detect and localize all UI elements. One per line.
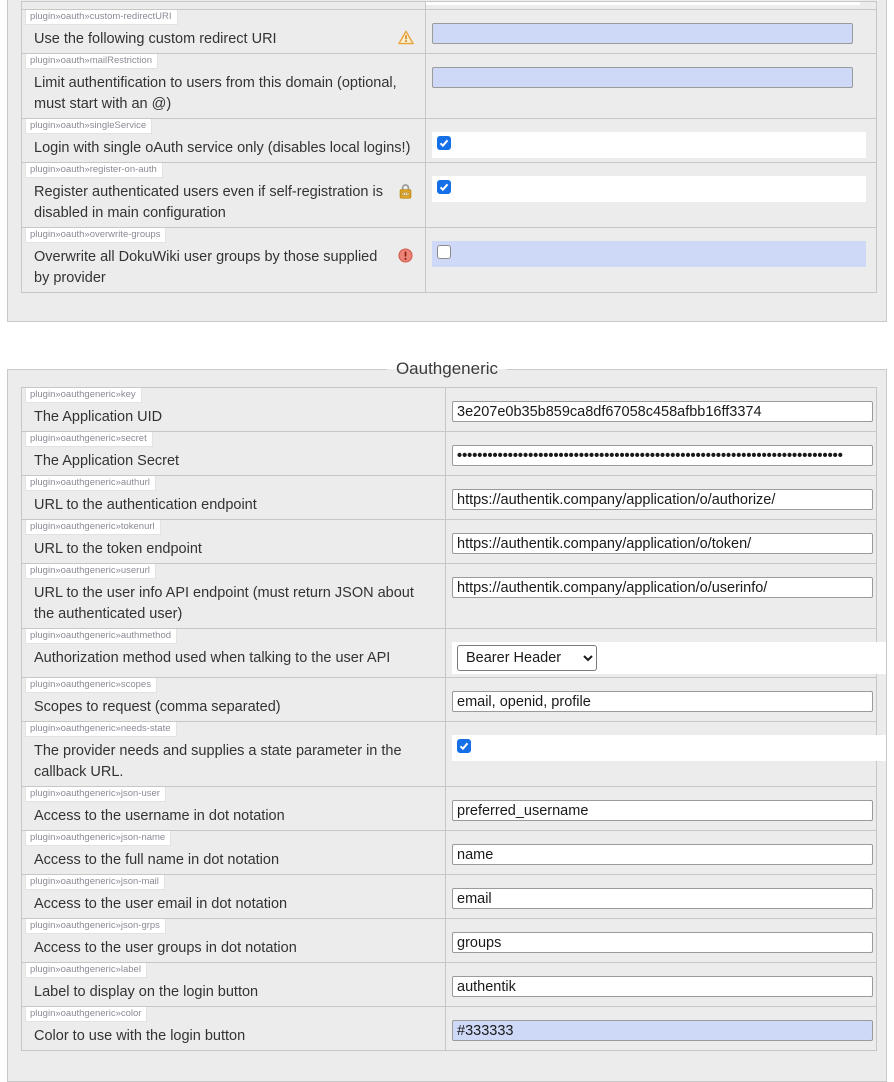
- setting-key-badge: plugin»oauthgeneric»json-mail: [25, 875, 165, 890]
- setting-key-badge: plugin»oauthgeneric»tokenurl: [25, 520, 161, 535]
- setting-key-badge: plugin»oauthgeneric»color: [25, 1007, 147, 1022]
- setting-label: URL to the token endpoint: [34, 541, 202, 557]
- config-row-partial: [22, 2, 877, 10]
- setting-key-badge: plugin»oauthgeneric»label: [25, 963, 147, 978]
- setting-label: Color to use with the login button: [34, 1028, 246, 1044]
- config-row: [22, 722, 877, 787]
- setting-label: Access to the full name in dot notation: [34, 852, 280, 868]
- oauth-settings-section: [7, 0, 887, 322]
- error-icon: [398, 248, 414, 264]
- config-row: [22, 678, 877, 722]
- checkbox-strip: [432, 132, 866, 158]
- setting-key-badge: plugin»oauth»overwrite-groups: [25, 228, 166, 243]
- setting-key-badge: plugin»oauth»register-on-auth: [25, 163, 163, 178]
- checkbox-strip: [452, 735, 886, 761]
- config-row: [22, 432, 877, 476]
- setting-key-badge: plugin»oauth»mailRestriction: [25, 54, 158, 69]
- custom-redirect-uri-input[interactable]: [432, 23, 853, 44]
- setting-label: Login with single oAuth service only (disables local logins!): [34, 140, 411, 156]
- user-url-input[interactable]: [452, 577, 873, 598]
- setting-key-badge: plugin»oauthgeneric»json-user: [25, 787, 166, 802]
- lock-icon: [398, 183, 414, 199]
- setting-label: Access to the username in dot notation: [34, 808, 285, 824]
- scopes-input[interactable]: [452, 691, 873, 712]
- setting-key-badge: plugin»oauthgeneric»scopes: [25, 678, 157, 693]
- setting-label: Limit authentification to users from this domain (optional, must start with an @): [34, 75, 397, 112]
- oauth-settings-table: [21, 1, 877, 293]
- setting-key-badge: plugin»oauthgeneric»json-name: [25, 831, 171, 846]
- setting-label: Register authenticated users even if self-registration is disabled in main configuration: [34, 184, 383, 221]
- login-color-input[interactable]: [452, 1020, 873, 1041]
- config-row: [22, 54, 877, 119]
- single-service-checkbox[interactable]: [437, 136, 451, 150]
- application-secret-input[interactable]: [452, 445, 873, 466]
- setting-key-badge: plugin»oauthgeneric»needs-state: [25, 722, 177, 737]
- login-label-input[interactable]: [452, 976, 873, 997]
- setting-label: Access to the user groups in dot notation: [34, 940, 297, 956]
- config-row: [22, 520, 877, 564]
- setting-label: Scopes to request (comma separated): [34, 699, 281, 715]
- checkbox-strip: [426, 2, 860, 5]
- setting-key-badge: plugin»oauthgeneric»authmethod: [25, 629, 177, 644]
- json-grps-input[interactable]: [452, 932, 873, 953]
- needs-state-checkbox[interactable]: [457, 739, 471, 753]
- config-row: [22, 228, 877, 293]
- config-row: [22, 119, 877, 163]
- checkbox-strip: [432, 241, 866, 267]
- checkbox-strip: [432, 176, 866, 202]
- config-row: [22, 875, 877, 919]
- auth-url-input[interactable]: [452, 489, 873, 510]
- config-row: [22, 831, 877, 875]
- config-row: [22, 629, 877, 678]
- setting-label: Label to display on the login button: [34, 984, 259, 1000]
- oauthgeneric-settings-section: [7, 359, 887, 1082]
- config-row: [22, 564, 877, 629]
- setting-label: The Application UID: [34, 409, 163, 425]
- setting-key-badge: plugin»oauth»singleService: [25, 119, 152, 134]
- warning-icon: [398, 30, 414, 46]
- setting-key-badge: plugin»oauthgeneric»secret: [25, 432, 153, 447]
- setting-label: Authorization method used when talking to the user API: [34, 650, 391, 666]
- token-url-input[interactable]: [452, 533, 873, 554]
- setting-label: Use the following custom redirect URI: [34, 31, 277, 47]
- json-mail-input[interactable]: [452, 888, 873, 909]
- config-row: [22, 10, 877, 54]
- setting-key-badge: plugin»oauth»custom-redirectURI: [25, 10, 178, 25]
- setting-label: Access to the user email in dot notation: [34, 896, 288, 912]
- oauthgeneric-settings-table: [21, 387, 877, 1051]
- register-on-auth-checkbox[interactable]: [437, 180, 451, 194]
- config-row: [22, 476, 877, 520]
- setting-label: The Application Secret: [34, 453, 180, 469]
- setting-label: URL to the user info API endpoint (must return JSON about the authenticated user): [34, 585, 414, 622]
- config-row: [22, 919, 877, 963]
- config-row: [22, 787, 877, 831]
- setting-key-badge: plugin»oauthgeneric»key: [25, 388, 142, 403]
- application-uid-input[interactable]: [452, 401, 873, 422]
- setting-key-badge: plugin»oauthgeneric»userurl: [25, 564, 156, 579]
- config-row: [22, 163, 877, 228]
- setting-label: Overwrite all DokuWiki user groups by those supplied by provider: [34, 249, 378, 286]
- select-strip: [452, 642, 886, 674]
- mail-restriction-input[interactable]: [432, 67, 853, 88]
- setting-key-badge: plugin»oauthgeneric»json-grps: [25, 919, 166, 934]
- json-user-input[interactable]: [452, 800, 873, 821]
- config-row: [22, 388, 877, 432]
- section-title: Oauthgeneric: [395, 359, 499, 378]
- setting-label: URL to the authentication endpoint: [34, 497, 257, 513]
- setting-key-badge: plugin»oauthgeneric»authurl: [25, 476, 156, 491]
- auth-method-select[interactable]: [457, 645, 597, 671]
- config-row: [22, 963, 877, 1007]
- setting-label: The provider needs and supplies a state parameter in the callback URL.: [34, 743, 402, 780]
- config-row: [22, 1007, 877, 1051]
- overwrite-groups-checkbox[interactable]: [437, 245, 451, 259]
- json-name-input[interactable]: [452, 844, 873, 865]
